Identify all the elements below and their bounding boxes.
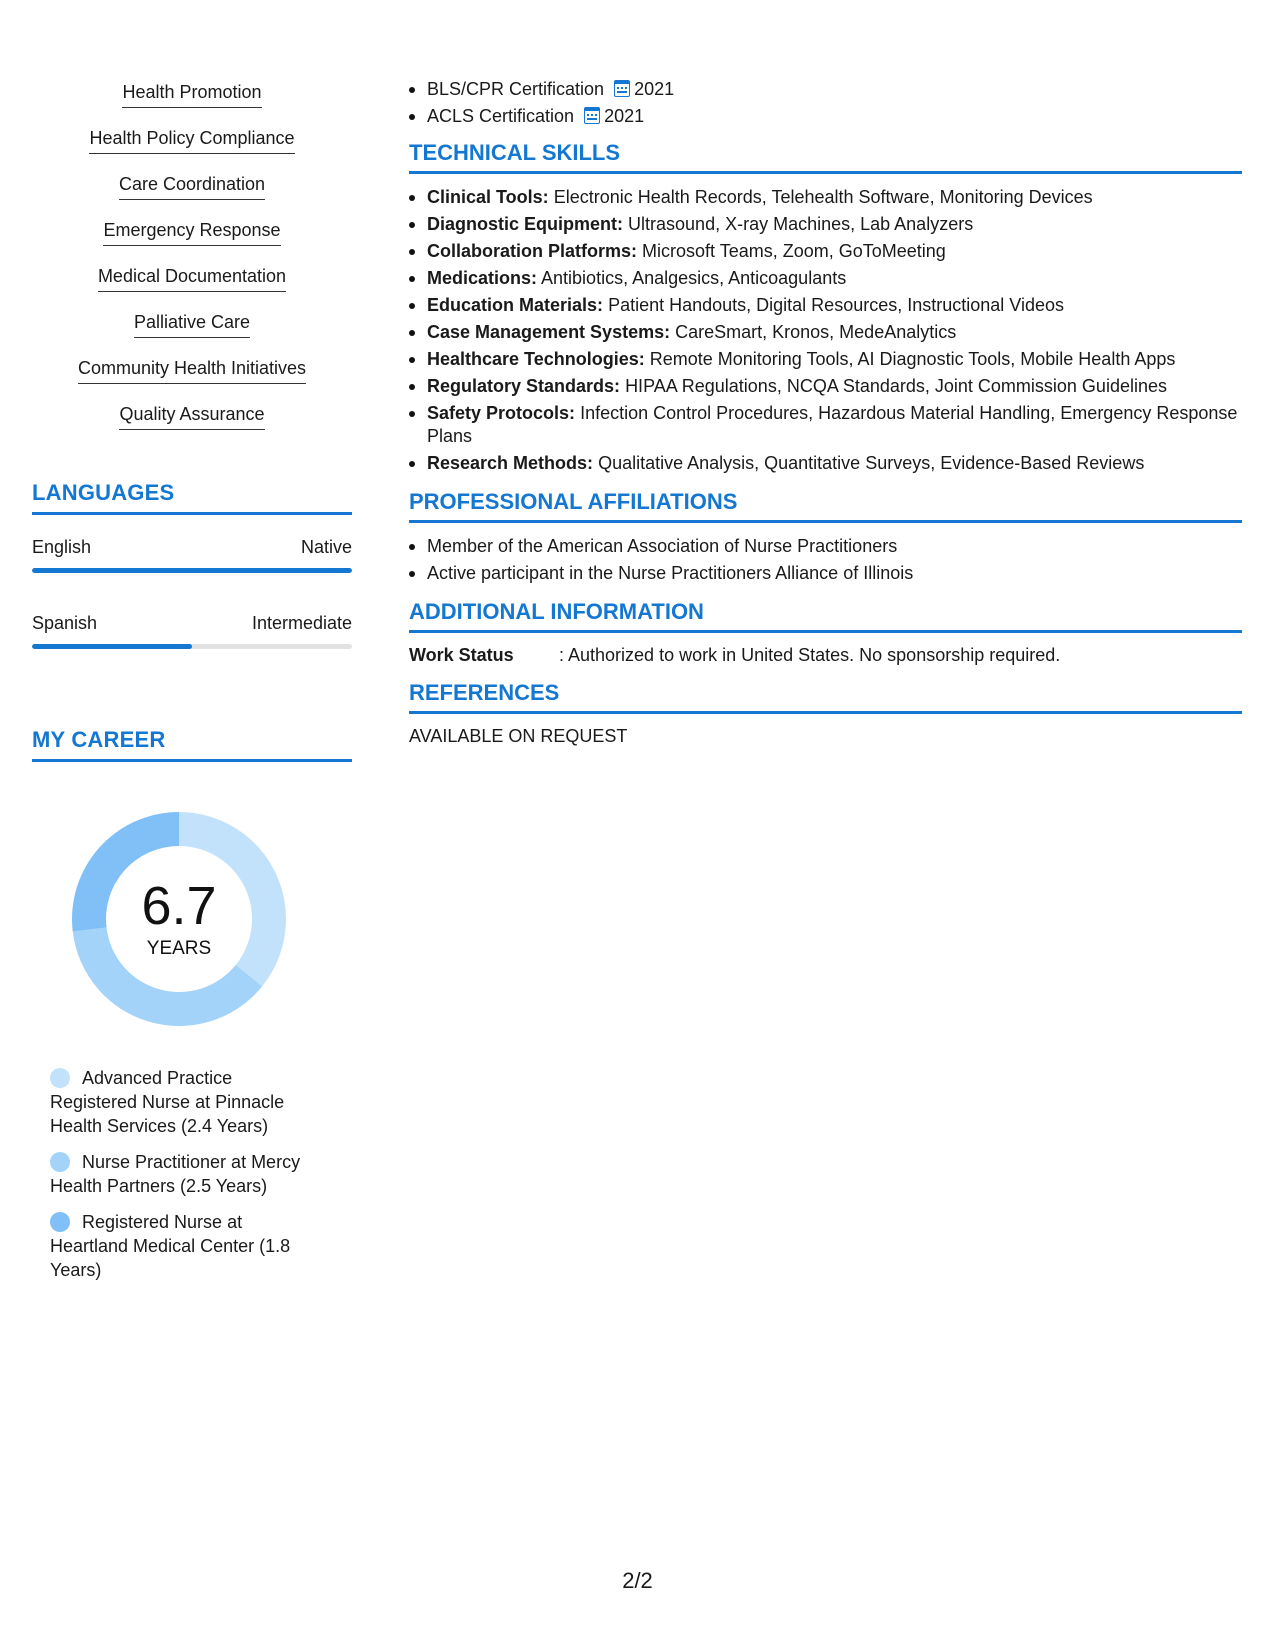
legend-item xyxy=(50,1210,320,1282)
left-column xyxy=(32,80,352,1294)
calendar-icon xyxy=(584,107,600,124)
technical-skill-value: HIPAA Regulations, NCQA Standards, Joint Commission Guidelines xyxy=(625,376,1167,396)
language-proficiency-bar xyxy=(32,568,352,573)
technical-skill-value: Microsoft Teams, Zoom, GoToMeeting xyxy=(642,241,946,261)
technical-skill-label: Safety Protocols: xyxy=(427,403,576,423)
references-heading: REFERENCES xyxy=(409,680,1242,714)
technical-skill-label: Regulatory Standards: xyxy=(427,376,621,396)
technical-skill-value: Infection Control Procedures, Hazardous Material Handling, Emergency Response Plans xyxy=(427,403,1238,446)
technical-skill-item xyxy=(409,294,1242,317)
language-name: English xyxy=(32,537,92,557)
work-status-row xyxy=(409,645,1242,666)
language-proficiency-fill xyxy=(32,568,352,573)
technical-skill-label: Clinical Tools: xyxy=(427,187,549,207)
career-total-unit: YEARS xyxy=(146,938,212,959)
technical-skill-item xyxy=(409,452,1242,475)
skill-tag: Palliative Care xyxy=(134,310,250,338)
certification-item xyxy=(409,78,1242,101)
languages-heading: LANGUAGES xyxy=(32,480,352,515)
affiliation-item: Member of the American Association of Nurse Practitioners xyxy=(409,535,1242,558)
legend-dot xyxy=(50,1152,70,1172)
right-column xyxy=(409,78,1242,747)
legend-item xyxy=(50,1066,320,1138)
technical-skill-label: Medications: xyxy=(427,268,538,288)
certification-name: BLS/CPR Certification xyxy=(427,79,605,99)
calendar-icon xyxy=(614,80,630,97)
certifications-list xyxy=(409,78,1242,128)
technical-skill-label: Research Methods: xyxy=(427,453,594,473)
technical-skill-label: Case Management Systems: xyxy=(427,322,671,342)
technical-skill-value: Electronic Health Records, Telehealth Software, Monitoring Devices xyxy=(553,187,1093,207)
donut-center xyxy=(66,806,292,1032)
technical-skill-item xyxy=(409,321,1242,344)
certification-name: ACLS Certification xyxy=(427,106,575,126)
language-level: Native xyxy=(300,537,352,557)
technical-skill-value: Qualitative Analysis, Quantitative Surveys, Evidence-Based Reviews xyxy=(598,453,1145,473)
work-status-value: : Authorized to work in United States. No sponsorship required. xyxy=(559,645,1061,665)
skill-tag: Community Health Initiatives xyxy=(78,356,306,384)
career-legend xyxy=(50,1066,320,1282)
skills-list xyxy=(32,80,352,448)
skill-tag: Emergency Response xyxy=(103,218,280,246)
technical-skill-value: Remote Monitoring Tools, AI Diagnostic Tools, Mobile Health Apps xyxy=(649,349,1176,369)
technical-skill-value: CareSmart, Kronos, MedeAnalytics xyxy=(675,322,957,342)
affiliations-heading: PROFESSIONAL AFFILIATIONS xyxy=(409,489,1242,523)
career-total-years: 6.7 xyxy=(141,876,217,936)
language-level: Intermediate xyxy=(251,613,352,633)
technical-skill-label: Collaboration Platforms: xyxy=(427,241,638,261)
page-number: 2/2 xyxy=(622,1568,653,1593)
certification-year: 2021 xyxy=(604,106,645,126)
legend-label: Nurse Practitioner at Mercy Health Partners (2.5 Years) xyxy=(50,1152,301,1196)
skill-tag: Care Coordination xyxy=(119,172,265,200)
affiliations-list xyxy=(409,535,1242,585)
technical-skill-item xyxy=(409,186,1242,209)
legend-dot xyxy=(50,1068,70,1088)
affiliation-item: Active participant in the Nurse Practitioners Alliance of Illinois xyxy=(409,562,1242,585)
technical-skill-item xyxy=(409,375,1242,398)
language-name: Spanish xyxy=(32,613,98,633)
skill-tag: Medical Documentation xyxy=(98,264,286,292)
work-status-label: Work Status xyxy=(409,645,514,665)
skill-tag: Health Policy Compliance xyxy=(89,126,294,154)
skill-tag: Quality Assurance xyxy=(119,402,264,430)
career-heading: MY CAREER xyxy=(32,727,352,762)
legend-item xyxy=(50,1150,320,1198)
references-text: AVAILABLE ON REQUEST xyxy=(409,726,628,746)
additional-info-heading: ADDITIONAL INFORMATION xyxy=(409,599,1242,633)
legend-label: Advanced Practice Registered Nurse at Pinnacle Health Services (2.4 Years) xyxy=(50,1068,285,1136)
technical-skill-label: Healthcare Technologies: xyxy=(427,349,645,369)
language-proficiency-fill xyxy=(32,644,192,649)
certification-year: 2021 xyxy=(634,79,675,99)
technical-skill-item xyxy=(409,267,1242,290)
legend-label: Registered Nurse at Heartland Medical Center (1.8 Years) xyxy=(50,1212,291,1280)
technical-skills-heading: TECHNICAL SKILLS xyxy=(409,140,1242,174)
language-row xyxy=(32,613,352,634)
career-donut-chart xyxy=(66,806,292,1032)
technical-skill-value: Ultrasound, X-ray Machines, Lab Analyzers xyxy=(628,214,974,234)
technical-skill-label: Diagnostic Equipment: xyxy=(427,214,624,234)
language-proficiency-bar xyxy=(32,644,352,649)
certification-item xyxy=(409,105,1242,128)
technical-skill-item xyxy=(409,402,1242,448)
technical-skill-value: Antibiotics, Analgesics, Anticoagulants xyxy=(541,268,847,288)
technical-skill-label: Education Materials: xyxy=(427,295,604,315)
technical-skill-value: Patient Handouts, Digital Resources, Instructional Videos xyxy=(608,295,1064,315)
skill-tag: Health Promotion xyxy=(122,80,261,108)
technical-skill-item xyxy=(409,348,1242,371)
technical-skill-item xyxy=(409,240,1242,263)
language-row xyxy=(32,537,352,558)
legend-dot xyxy=(50,1212,70,1232)
technical-skills-list xyxy=(409,186,1242,475)
technical-skill-item xyxy=(409,213,1242,236)
